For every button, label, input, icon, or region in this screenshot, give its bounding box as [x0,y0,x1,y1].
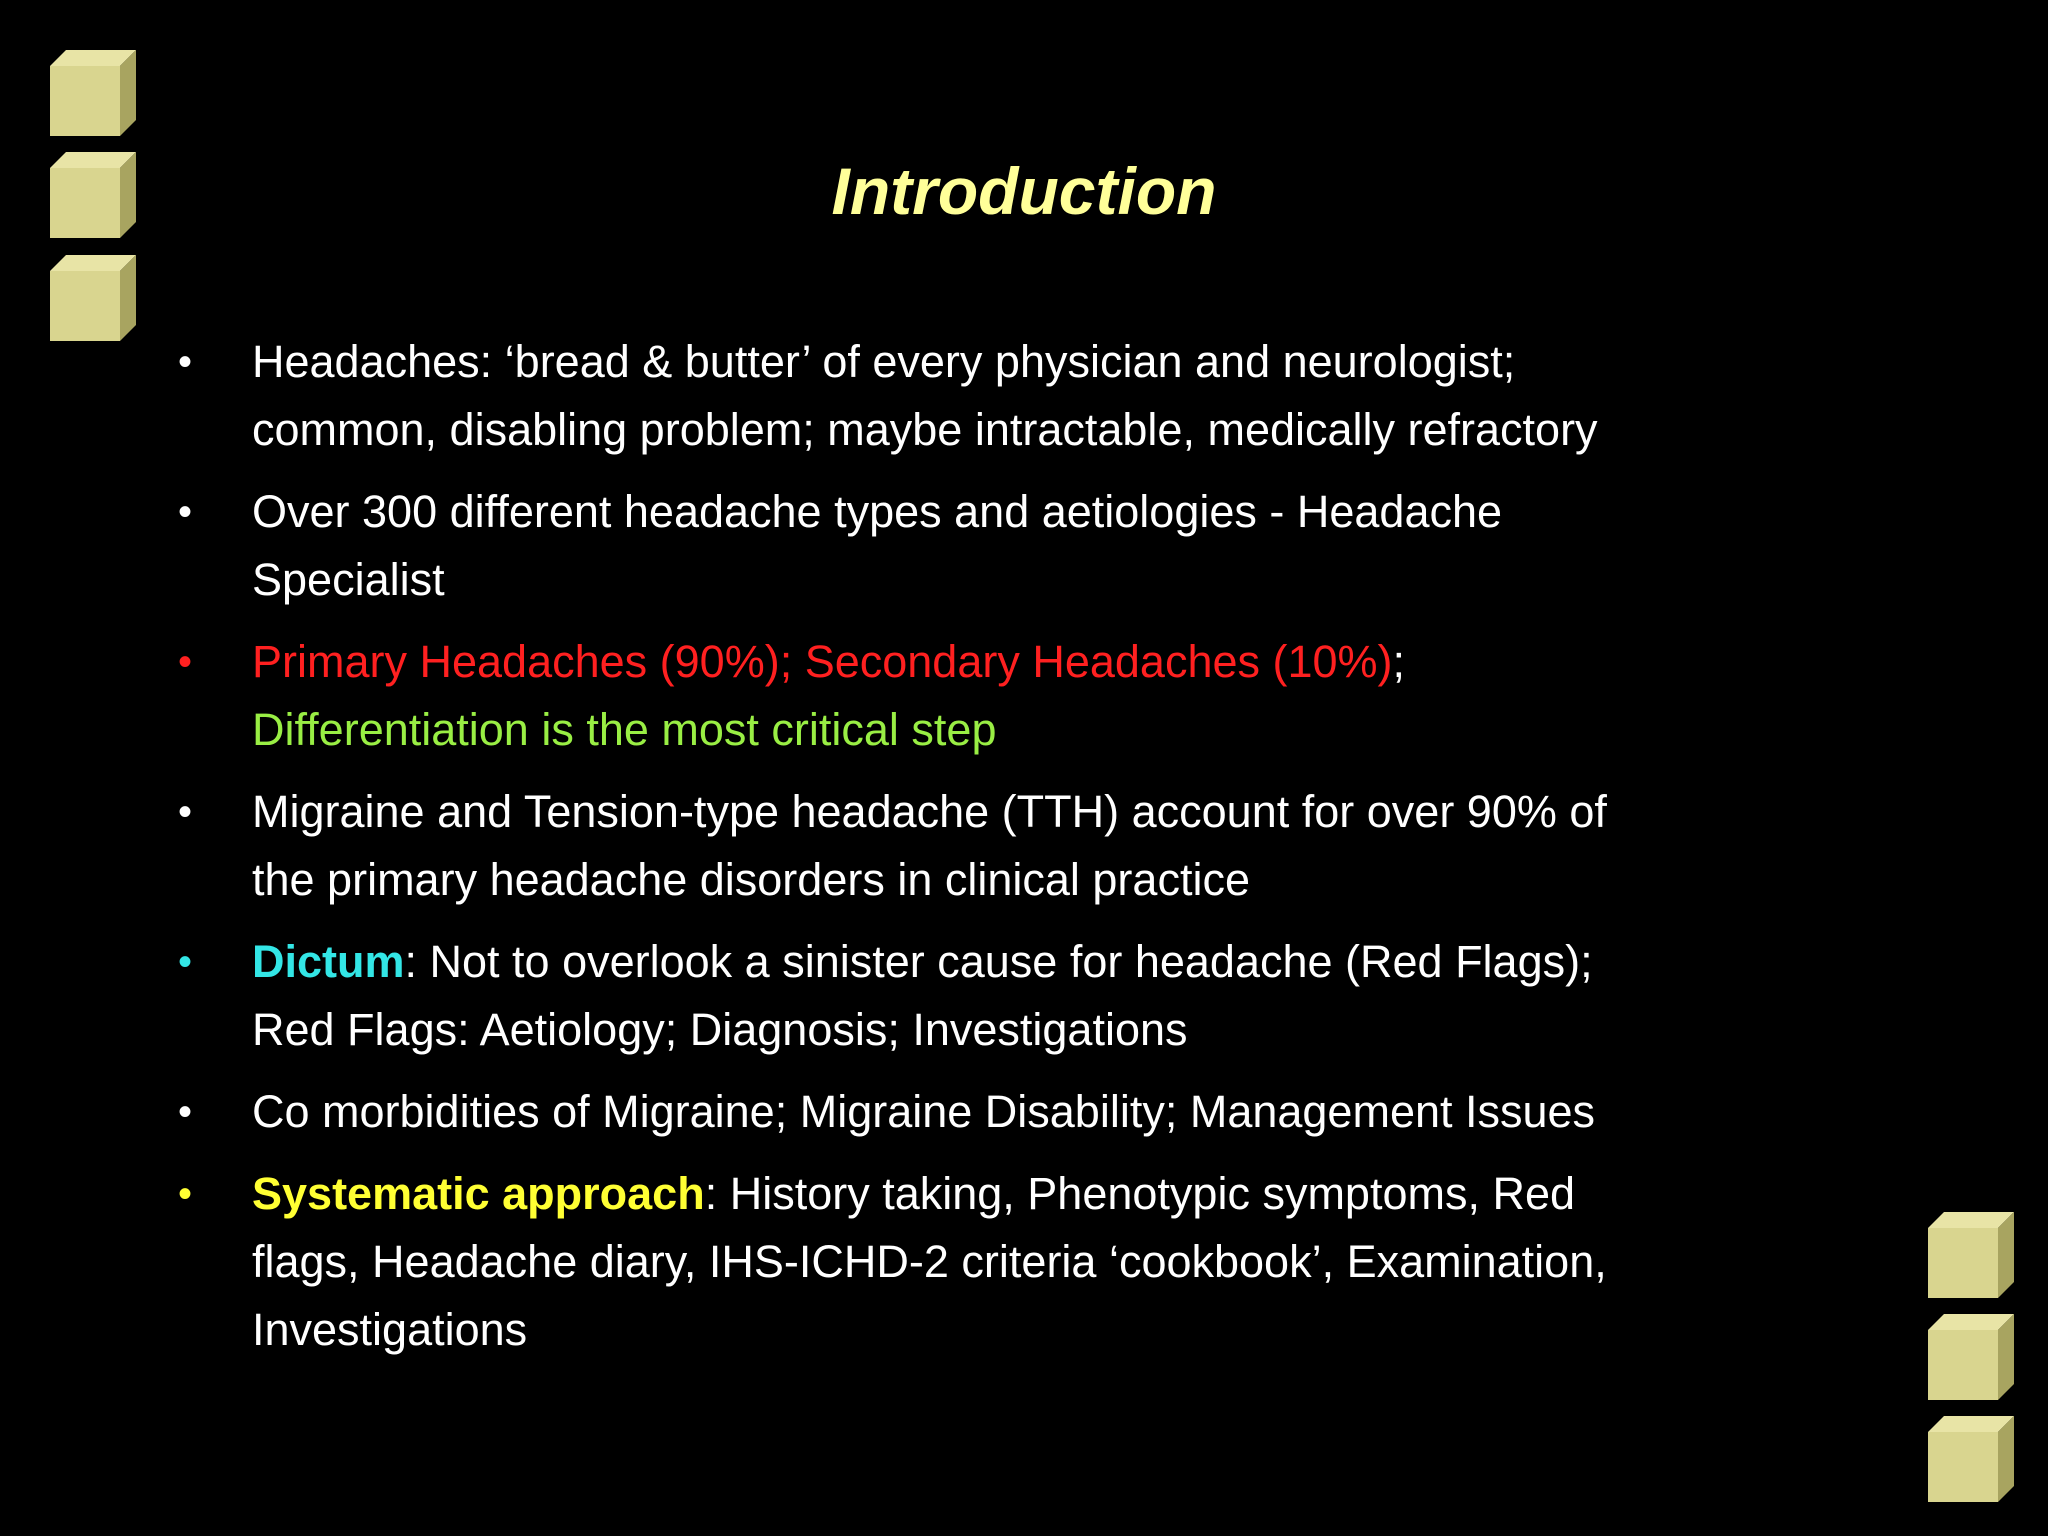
bullet-text: : History taking, Phenotypic symptoms, Red [704,1168,1576,1219]
bullet-text: : Not to overlook a sinister cause for headache (Red Flags); [404,936,1593,987]
bullet-item [176,928,1876,1064]
bullet-item [176,328,1876,464]
bullet-text: common, disabling problem; maybe intractable, medically refractory [252,404,1598,455]
bullet-item [176,478,1876,614]
bullet-text: Investigations [252,1304,528,1355]
systematic-approach-highlight: Systematic approach [252,1168,705,1219]
differentiation-text: Differentiation is the most critical step [252,704,997,755]
bullet-dot: • [178,1090,193,1134]
cube-decoration [1928,1314,2014,1400]
cube-decoration [50,255,136,341]
slide-title: Introduction [831,154,1217,228]
bullet-text: ; [1392,636,1406,687]
bullet-text: flags, Headache diary, IHS-ICHD-2 criteria ‘cookbook’, Examination, [252,1236,1607,1287]
bullet-dot: • [178,640,193,684]
bullet-text: Red Flags: Aetiology; Diagnosis; Investigations [252,1004,1188,1055]
bullet-text: Migraine and Tension-type headache (TTH) account for over 90% of [252,786,1607,837]
dictum-highlight: Dictum [252,936,405,987]
primary-secondary-text: Primary Headaches (90%); Secondary Headaches (10%) [252,636,1393,687]
bullet-dot: • [178,490,193,534]
bullet-list [176,328,1876,1378]
bullet-item [176,778,1876,914]
bullet-text: Headaches: ‘bread & butter’ of every physician and neurologist; [252,336,1516,387]
bullet-dot: • [178,940,193,984]
bullet-dot: • [178,790,193,834]
bullet-text: the primary headache disorders in clinical practice [252,854,1250,905]
bullet-item [176,628,1876,764]
bullet-text: Co morbidities of Migraine; Migraine Disability; Management Issues [252,1086,1596,1137]
bullet-dot: • [178,340,193,384]
bullet-item [176,1160,1876,1364]
cube-decoration [1928,1212,2014,1298]
bullet-dot: • [178,1172,193,1216]
cube-decoration [50,50,136,136]
bullet-text: Specialist [252,554,445,605]
bullet-item [176,1078,1876,1146]
cube-decoration [1928,1416,2014,1502]
bullet-text: Over 300 different headache types and aetiologies - Headache [252,486,1503,537]
